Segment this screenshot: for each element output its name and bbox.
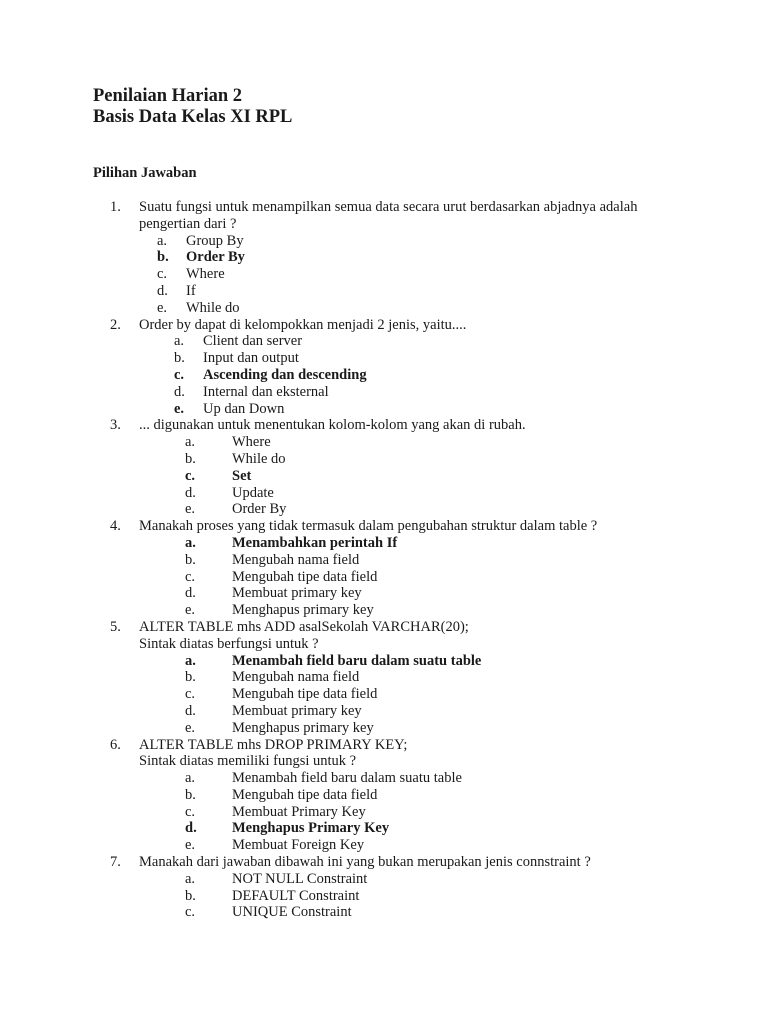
option-letter: b. — [185, 551, 196, 568]
question-text: Manakah dari jawaban dibawah ini yang bukan merupakan jenis connstraint ? — [139, 854, 591, 871]
option-item — [0, 888, 768, 905]
question-item — [0, 317, 768, 418]
option-item — [0, 787, 768, 804]
question-text: ... digunakan untuk menentukan kolom-kolom yang akan di rubah. — [139, 417, 526, 434]
question-item — [0, 199, 768, 317]
document-title — [93, 86, 292, 128]
option-item — [0, 804, 768, 821]
question-number: 1. — [110, 199, 121, 215]
question-list — [0, 199, 768, 921]
option-text: Set — [232, 467, 252, 484]
option-item — [0, 401, 768, 418]
option-letter: c. — [185, 904, 196, 921]
question-item — [0, 854, 768, 921]
option-item-correct — [0, 367, 768, 384]
option-item — [0, 871, 768, 888]
option-item — [0, 770, 768, 787]
option-letter: e. — [157, 299, 168, 316]
option-letter: e. — [185, 719, 196, 736]
question-number: 3. — [110, 417, 121, 434]
question-item — [0, 518, 768, 619]
option-letter: e. — [174, 400, 185, 417]
question-number: 5. — [110, 618, 121, 635]
option-text: UNIQUE Constraint — [232, 904, 352, 921]
option-text: Menghapus primary key — [232, 719, 374, 736]
option-text: Mengubah nama field — [232, 551, 360, 568]
option-text: Membuat Foreign Key — [232, 837, 365, 854]
option-item — [0, 485, 768, 502]
option-item — [0, 686, 768, 703]
option-text: Membuat Primary Key — [232, 803, 366, 820]
option-text: Mengubah tipe data field — [232, 686, 378, 703]
option-letter: e. — [185, 501, 196, 518]
question-number: 7. — [110, 854, 121, 871]
option-item — [0, 350, 768, 367]
option-text: Internal dan eksternal — [203, 383, 329, 400]
option-letter: c. — [174, 366, 185, 383]
option-text: Order By — [186, 249, 245, 266]
option-item — [0, 904, 768, 921]
option-text: Client dan server — [203, 333, 303, 350]
option-item-correct — [0, 535, 768, 552]
question-item — [0, 417, 768, 518]
title-line-1: Penilaian Harian 2 — [93, 86, 243, 106]
option-list — [0, 333, 768, 417]
option-letter: c. — [157, 266, 168, 283]
option-letter: c. — [185, 467, 196, 484]
option-letter: b. — [185, 786, 196, 803]
option-text: Menambahkan perintah If — [232, 534, 398, 551]
option-letter: b. — [174, 350, 185, 367]
option-letter: e. — [185, 837, 196, 854]
option-text: If — [186, 282, 196, 299]
option-text: Mengubah tipe data field — [232, 786, 378, 803]
option-item — [0, 837, 768, 854]
option-item — [0, 585, 768, 602]
question-text: Order by dapat di kelompokkan menjadi 2 jenis, yaitu.... — [139, 316, 467, 333]
question-item — [0, 737, 768, 855]
option-letter: a. — [185, 434, 196, 451]
option-item — [0, 451, 768, 468]
option-item — [0, 602, 768, 619]
question-item — [0, 619, 768, 737]
option-list — [0, 434, 768, 518]
option-item — [0, 501, 768, 518]
question-text: Sintak diatas berfungsi untuk ? — [139, 635, 319, 652]
option-item — [0, 233, 768, 250]
option-text: Up dan Down — [203, 400, 285, 417]
option-text: Menambah field baru dalam suatu table — [232, 652, 482, 669]
option-item — [0, 669, 768, 686]
question-number: 6. — [110, 736, 121, 753]
question-text: ALTER TABLE mhs ADD asalSekolah VARCHAR(20); — [139, 618, 469, 635]
section-heading: Pilihan Jawaban — [93, 165, 197, 181]
option-item — [0, 552, 768, 569]
option-letter: b. — [157, 249, 169, 266]
option-letter: c. — [185, 686, 196, 703]
option-text: Group By — [186, 232, 244, 249]
option-letter: d. — [174, 383, 185, 400]
option-text: Input dan output — [203, 350, 299, 367]
option-list — [0, 535, 768, 619]
option-item — [0, 283, 768, 300]
option-letter: d. — [185, 585, 196, 602]
option-item — [0, 300, 768, 317]
title-line-2: Basis Data Kelas XI RPL — [93, 107, 293, 127]
question-number: 2. — [110, 316, 121, 333]
option-letter: e. — [185, 602, 196, 619]
question-text: ALTER TABLE mhs DROP PRIMARY KEY; — [139, 736, 408, 753]
option-letter: d. — [185, 484, 196, 501]
option-text: Where — [232, 434, 271, 451]
question-text: Suatu fungsi untuk menampilkan semua data secara urut berdasarkan abjadnya adalah — [139, 199, 638, 215]
option-text: Menghapus primary key — [232, 602, 374, 619]
question-number: 4. — [110, 518, 121, 535]
option-letter: a. — [185, 870, 196, 887]
option-letter: a. — [185, 652, 196, 669]
option-item-correct — [0, 249, 768, 266]
option-item-correct — [0, 820, 768, 837]
option-item — [0, 703, 768, 720]
option-text: NOT NULL Constraint — [232, 870, 368, 887]
option-text: Mengubah tipe data field — [232, 568, 378, 585]
option-list — [0, 770, 768, 854]
option-item — [0, 266, 768, 283]
question-text: pengertian dari ? — [139, 215, 237, 232]
option-text: Update — [232, 484, 274, 501]
option-letter: a. — [185, 534, 196, 551]
option-letter: a. — [185, 770, 196, 787]
option-letter: c. — [185, 568, 196, 585]
option-text: DEFAULT Constraint — [232, 887, 360, 904]
option-letter: d. — [157, 282, 168, 299]
option-letter: c. — [185, 803, 196, 820]
option-item — [0, 569, 768, 586]
option-text: Membuat primary key — [232, 585, 362, 602]
option-item — [0, 434, 768, 451]
option-letter: b. — [185, 669, 196, 686]
option-text: While do — [232, 450, 286, 467]
option-text: Order By — [232, 501, 287, 518]
option-letter: d. — [185, 820, 197, 837]
option-item — [0, 384, 768, 401]
option-item — [0, 720, 768, 737]
option-text: Menghapus Primary Key — [232, 820, 390, 837]
option-list — [0, 871, 768, 921]
option-list — [0, 653, 768, 737]
option-text: While do — [186, 299, 240, 316]
option-letter: b. — [185, 887, 196, 904]
option-text: Membuat primary key — [232, 702, 362, 719]
option-text: Menambah field baru dalam suatu table — [232, 770, 462, 787]
option-letter: a. — [157, 232, 168, 249]
option-item-correct — [0, 653, 768, 670]
option-list — [0, 233, 768, 317]
question-text: Manakah proses yang tidak termasuk dalam pengubahan struktur dalam table ? — [139, 518, 598, 535]
option-text: Ascending dan descending — [203, 366, 367, 383]
option-letter: a. — [174, 333, 185, 350]
question-text: Sintak diatas memiliki fungsi untuk ? — [139, 753, 357, 770]
option-text: Mengubah nama field — [232, 669, 360, 686]
option-text: Where — [186, 266, 225, 283]
option-letter: d. — [185, 702, 196, 719]
option-letter: b. — [185, 450, 196, 467]
option-item-correct — [0, 468, 768, 485]
option-item — [0, 333, 768, 350]
